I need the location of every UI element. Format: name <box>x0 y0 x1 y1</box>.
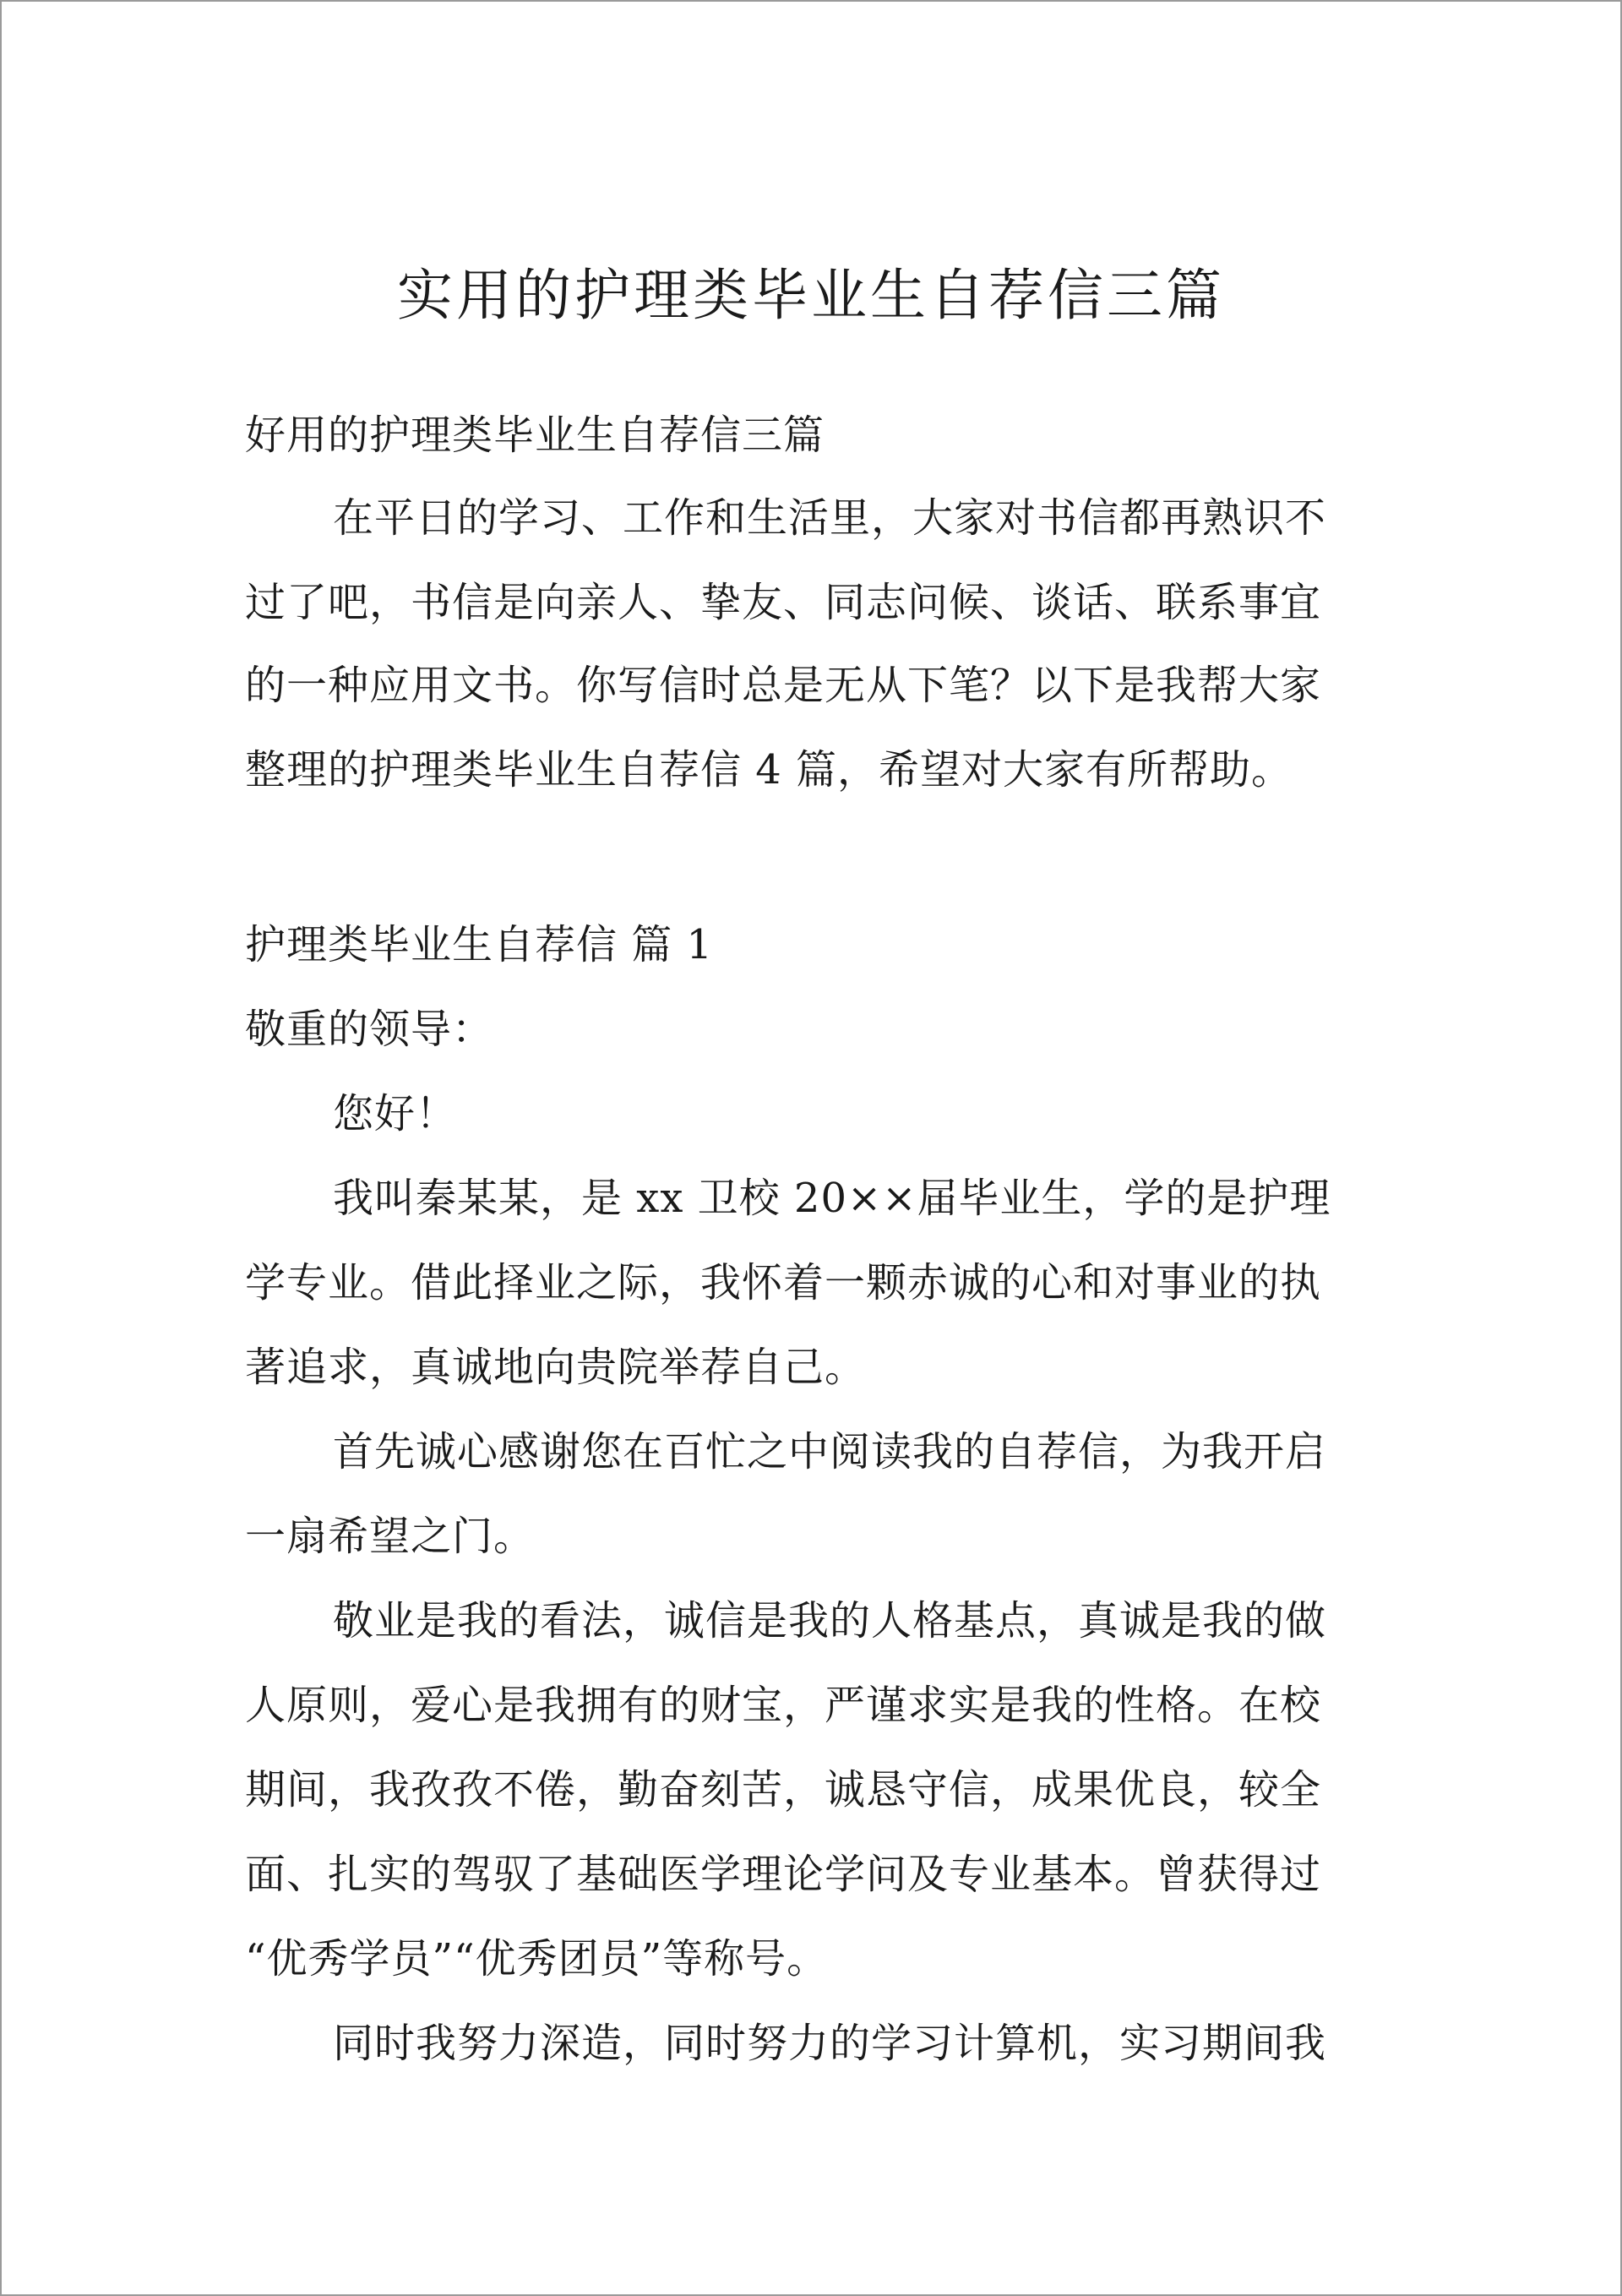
para2-line-2: 一扇希望之门。 <box>245 1513 536 1560</box>
salutation: 敬重的领导： <box>245 1006 494 1053</box>
para3-line-4: 面、扎实的驾驭了基础医学理论学问及专业基本。曾获得过 <box>245 1851 1322 1898</box>
intro-line-3: 的一种应用文书。你写信时总是无从下笔？以下是我帮大家 <box>245 662 1322 709</box>
para3-line-3: 期间，我孜孜不倦，勤奋刻苦，诚恳守信，成果优良，较全 <box>245 1766 1322 1813</box>
para1-line-2: 学专业。借此择业之际，我怀着一颗赤诚的心和对事业的执 <box>245 1259 1322 1306</box>
greeting: 您好！ <box>333 1090 458 1137</box>
para3-line-2: 人原则，爱心是我拥有的财宝，严谨求实是我的性格。在校 <box>245 1682 1322 1729</box>
para4-line-1: 同时我努力深造，同时努力的学习计算机，实习期间我 <box>333 2020 1327 2067</box>
intro-line-4: 整理的护理类毕业生自荐信 4 篇，希望对大家有所帮助。 <box>245 746 1293 794</box>
section-heading: 护理类毕业生自荐信 篇 1 <box>245 921 714 968</box>
document-subtitle: 好用的护理类毕业生自荐信三篇 <box>245 412 825 459</box>
para3-line-5: “优秀学员”“优秀团员”等称号。 <box>245 1935 829 1982</box>
document-title: 实用的护理类毕业生自荐信三篇 <box>397 263 1225 328</box>
para1-line-3: 著追求，真诚地向贵院举荐自己。 <box>245 1344 867 1391</box>
intro-line-1: 在平日的学习、工作和生活里，大家对书信都再熟识不 <box>333 494 1327 542</box>
para1-line-1: 我叫秦某某，是 xx 卫校 20××届毕业生，学的是护理 <box>333 1175 1331 1222</box>
para3-line-1: 敬业是我的看法，诚信是我的人格基点，真诚是我的做 <box>333 1597 1327 1644</box>
intro-line-2: 过了吧，书信是向亲人、挚友、同志问候、谈话、联系事宜 <box>245 579 1322 626</box>
para2-line-1: 首先诚心感谢您在百忙之中阅读我的自荐信，为我开启 <box>333 1428 1327 1475</box>
